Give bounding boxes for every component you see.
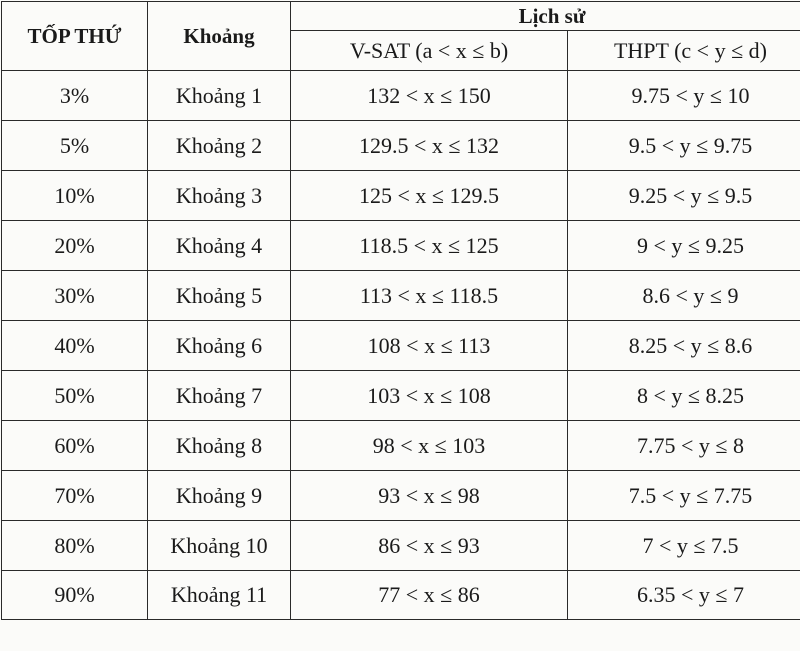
cell-thpt: 8.25 < y ≤ 8.6 bbox=[568, 321, 800, 371]
cell-range: Khoảng 6 bbox=[148, 321, 291, 371]
cell-range: Khoảng 7 bbox=[148, 371, 291, 421]
cell-range: Khoảng 8 bbox=[148, 421, 291, 471]
cell-top: 30% bbox=[2, 271, 148, 321]
cell-top: 3% bbox=[2, 71, 148, 121]
cell-top: 80% bbox=[2, 521, 148, 571]
cell-top: 70% bbox=[2, 471, 148, 521]
header-vsat: V-SAT (a < x ≤ b) bbox=[291, 31, 568, 71]
table-row bbox=[2, 221, 800, 271]
table-row bbox=[2, 271, 800, 321]
cell-range: Khoảng 1 bbox=[148, 71, 291, 121]
table-row bbox=[2, 371, 800, 421]
cell-vsat: 129.5 < x ≤ 132 bbox=[291, 121, 568, 171]
cell-thpt: 7 < y ≤ 7.5 bbox=[568, 521, 800, 571]
cell-vsat: 93 < x ≤ 98 bbox=[291, 471, 568, 521]
score-table bbox=[1, 1, 800, 620]
cell-vsat: 113 < x ≤ 118.5 bbox=[291, 271, 568, 321]
cell-top: 10% bbox=[2, 171, 148, 221]
cell-top: 20% bbox=[2, 221, 148, 271]
cell-range: Khoảng 5 bbox=[148, 271, 291, 321]
cell-range: Khoảng 10 bbox=[148, 521, 291, 571]
header-thpt: THPT (c < y ≤ d) bbox=[568, 31, 800, 71]
table-row bbox=[2, 71, 800, 121]
cell-vsat: 108 < x ≤ 113 bbox=[291, 321, 568, 371]
cell-range: Khoảng 4 bbox=[148, 221, 291, 271]
cell-vsat: 118.5 < x ≤ 125 bbox=[291, 221, 568, 271]
table-row bbox=[2, 571, 800, 620]
table-row bbox=[2, 171, 800, 221]
cell-top: 5% bbox=[2, 121, 148, 171]
cell-thpt: 6.35 < y ≤ 7 bbox=[568, 571, 800, 620]
cell-vsat: 132 < x ≤ 150 bbox=[291, 71, 568, 121]
cell-top: 90% bbox=[2, 571, 148, 620]
cell-thpt: 7.5 < y ≤ 7.75 bbox=[568, 471, 800, 521]
header-group-history: Lịch sử bbox=[291, 2, 800, 31]
cell-thpt: 9.5 < y ≤ 9.75 bbox=[568, 121, 800, 171]
table-row bbox=[2, 121, 800, 171]
cell-range: Khoảng 2 bbox=[148, 121, 291, 171]
table-body bbox=[2, 71, 800, 620]
table-row bbox=[2, 321, 800, 371]
cell-top: 50% bbox=[2, 371, 148, 421]
cell-vsat: 103 < x ≤ 108 bbox=[291, 371, 568, 421]
cell-thpt: 8.6 < y ≤ 9 bbox=[568, 271, 800, 321]
cell-range: Khoảng 3 bbox=[148, 171, 291, 221]
cell-thpt: 8 < y ≤ 8.25 bbox=[568, 371, 800, 421]
cell-vsat: 98 < x ≤ 103 bbox=[291, 421, 568, 471]
cell-vsat: 125 < x ≤ 129.5 bbox=[291, 171, 568, 221]
table-row bbox=[2, 471, 800, 521]
cell-thpt: 7.75 < y ≤ 8 bbox=[568, 421, 800, 471]
table-row bbox=[2, 421, 800, 471]
cell-range: Khoảng 9 bbox=[148, 471, 291, 521]
cell-range: Khoảng 11 bbox=[148, 571, 291, 620]
header-range: Khoảng bbox=[148, 2, 291, 71]
table-row bbox=[2, 521, 800, 571]
cell-top: 40% bbox=[2, 321, 148, 371]
cell-thpt: 9.25 < y ≤ 9.5 bbox=[568, 171, 800, 221]
cell-vsat: 86 < x ≤ 93 bbox=[291, 521, 568, 571]
cell-vsat: 77 < x ≤ 86 bbox=[291, 571, 568, 620]
cell-thpt: 9 < y ≤ 9.25 bbox=[568, 221, 800, 271]
cell-thpt: 9.75 < y ≤ 10 bbox=[568, 71, 800, 121]
header-top: TỐP THỨ bbox=[2, 2, 148, 71]
cell-top: 60% bbox=[2, 421, 148, 471]
